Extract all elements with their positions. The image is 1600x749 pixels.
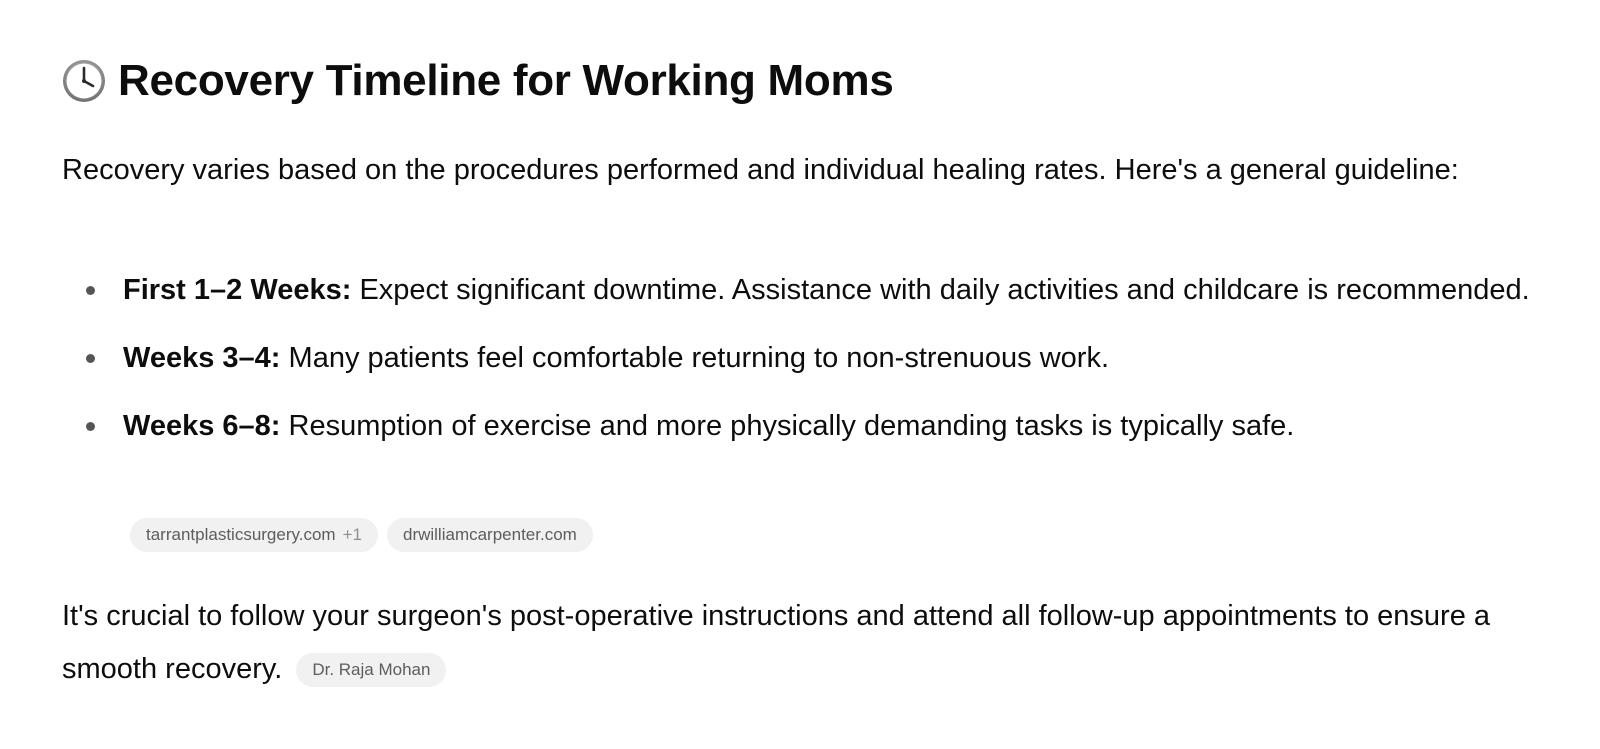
bullet-label: Weeks 3–4: xyxy=(123,342,281,374)
bullet-label: Weeks 6–8: xyxy=(123,410,281,442)
list-item xyxy=(62,400,1542,453)
source-chips xyxy=(130,518,593,552)
source-chip-dr-raja-mohan[interactable]: Dr. Raja Mohan xyxy=(296,653,446,687)
list-item xyxy=(62,264,1542,317)
heading-title: Recovery Timeline for Working Moms xyxy=(118,56,894,105)
bullet-text: Many patients feel comfortable returning to non-strenuous work. xyxy=(288,342,1110,374)
bullet-label: First 1–2 Weeks: xyxy=(123,274,352,306)
bullet-text: Resumption of exercise and more physically demanding tasks is typically safe. xyxy=(288,410,1295,442)
intro-paragraph: Recovery varies based on the procedures performed and individual healing rates. Here's a general guideline: xyxy=(62,154,1459,186)
section-heading xyxy=(62,56,893,106)
closing-text: It's crucial to follow your surgeon's post-operative instructions and attend all follow-up appointments to ensure a smooth recovery. xyxy=(62,600,1491,685)
list-item xyxy=(62,332,1542,385)
source-chip-domain: drwilliamcarpenter.com xyxy=(402,525,577,544)
bullet-dot xyxy=(86,354,95,363)
closing-paragraph xyxy=(62,590,1542,696)
bullet-text: Expect significant downtime. Assistance with daily activities and childcare is recommended. xyxy=(359,274,1530,306)
bullet-dot xyxy=(86,286,95,295)
source-chip-domain: tarrantplasticsurgery.com xyxy=(146,525,336,544)
source-chip-drwilliamcarpenter[interactable] xyxy=(387,518,593,552)
bullet-dot xyxy=(86,422,95,431)
source-chip-tarrantplasticsurgery[interactable] xyxy=(130,518,378,552)
source-chip-extra-count: +1 xyxy=(342,525,362,544)
timeline-list xyxy=(62,264,1542,468)
clock-icon xyxy=(62,59,106,103)
